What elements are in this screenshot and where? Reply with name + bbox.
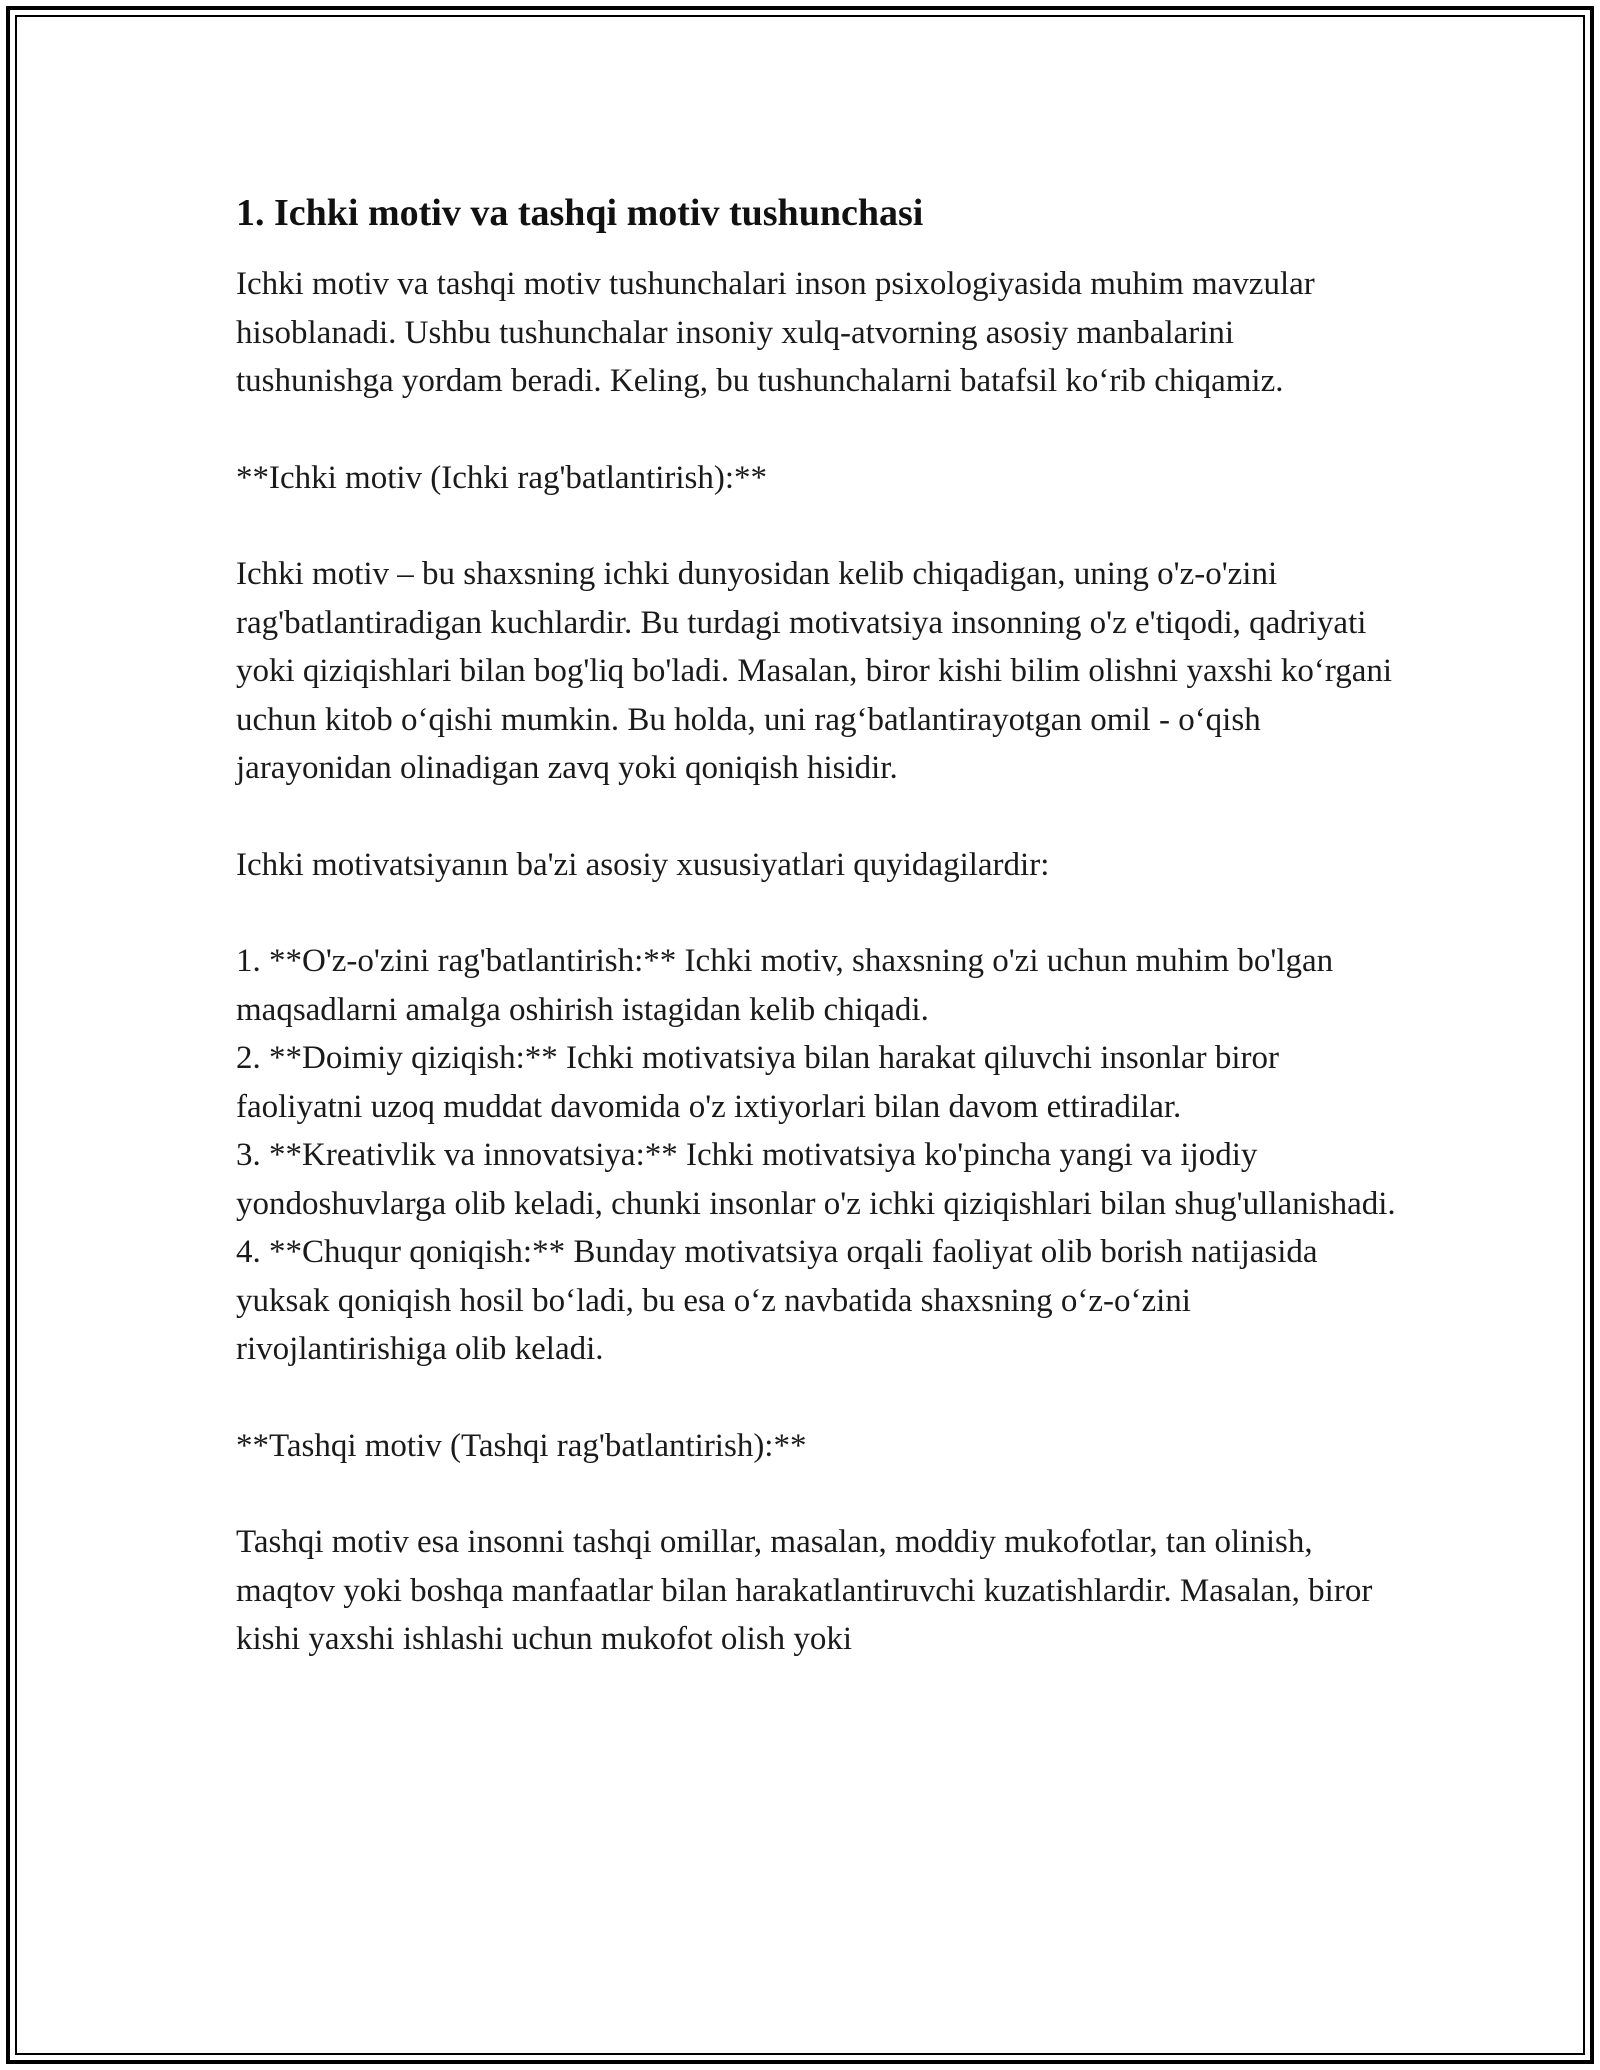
section-heading: 1. Ichki motiv va tashqi motiv tushunchasi <box>236 192 924 234</box>
list-item: 2. **Doimiy qiziqish:** Ichki motivatsiya bilan harakat qiluvchi insonlar biror faoliyatni uzoq muddat davomida o'z ixtiyorlari bilan davom ettiradilar. <box>236 1040 1279 1125</box>
external-motive-paragraph: Tashqi motiv esa insonni tashqi omillar, masalan, moddiy mukofotlar, tan olinish, maqtov yoki boshqa manfaatlar bilan harakatlantiruvchi kuzatishlardir. Masalan, biror kishi yaxshi ishlashi uchun mukofot olish yoki <box>236 1524 1373 1657</box>
list-item: 1. **O'z-o'zini rag'batlantirish:** Ichki motiv, shaxsning o'zi uchun muhim bo'lgan maqsadlarni amalga oshirish istagidan kelib chiqadi. <box>236 943 1334 1028</box>
internal-motive-title: **Ichki motiv (Ichki rag'batlantirish):** <box>236 459 768 496</box>
features-list <box>236 937 1396 1374</box>
external-motive-title: **Tashqi motiv (Tashqi rag'batlantirish):** <box>236 1427 807 1464</box>
document-page <box>236 186 1396 1712</box>
features-intro-paragraph: Ichki motivatsiyanın ba'zi asosiy xususiyatlari quyidagilardir: <box>236 846 1050 883</box>
internal-motive-paragraph: Ichki motiv – bu shaxsning ichki dunyosidan kelib chiqadigan, uning o'z-o'zini rag'batlantiradigan kuchlardir. Bu turdagi motivatsiya insonning o'z e'tiqodi, qadriyati yoki qiziqishlari bilan bog'liq bo'ladi. Masalan, biror kishi bilim olishni yaxshi ko‘rgani uchun kitob o‘qishi mumkin. Bu holda, uni rag‘batlantirayotgan omil - o‘qish jarayonidan olinadigan zavq yoki qoniqish hisidir. <box>236 556 1393 786</box>
intro-paragraph: Ichki motiv va tashqi motiv tushunchalari inson psixologiyasida muhim mavzular hisoblanadi. Ushbu tushunchalar insoniy xulq-atvorning asosiy manbalarini tushunishga yordam beradi. Keling, bu tushunchalarni batafsil ko‘rib chiqamiz. <box>236 266 1315 399</box>
list-item: 3. **Kreativlik va innovatsiya:** Ichki motivatsiya ko'pincha yangi va ijodiy yondoshuvlarga olib keladi, chunki insonlar o'z ichki qiziqishlari bilan shug'ullanishadi. <box>236 1137 1396 1222</box>
list-item: 4. **Chuqur qoniqish:** Bunday motivatsiya orqali faoliyat olib borish natijasida yuksak qoniqish hosil bo‘ladi, bu esa o‘z navbatida shaxsning o‘z-o‘zini rivojlantirishiga olib keladi. <box>236 1234 1318 1367</box>
